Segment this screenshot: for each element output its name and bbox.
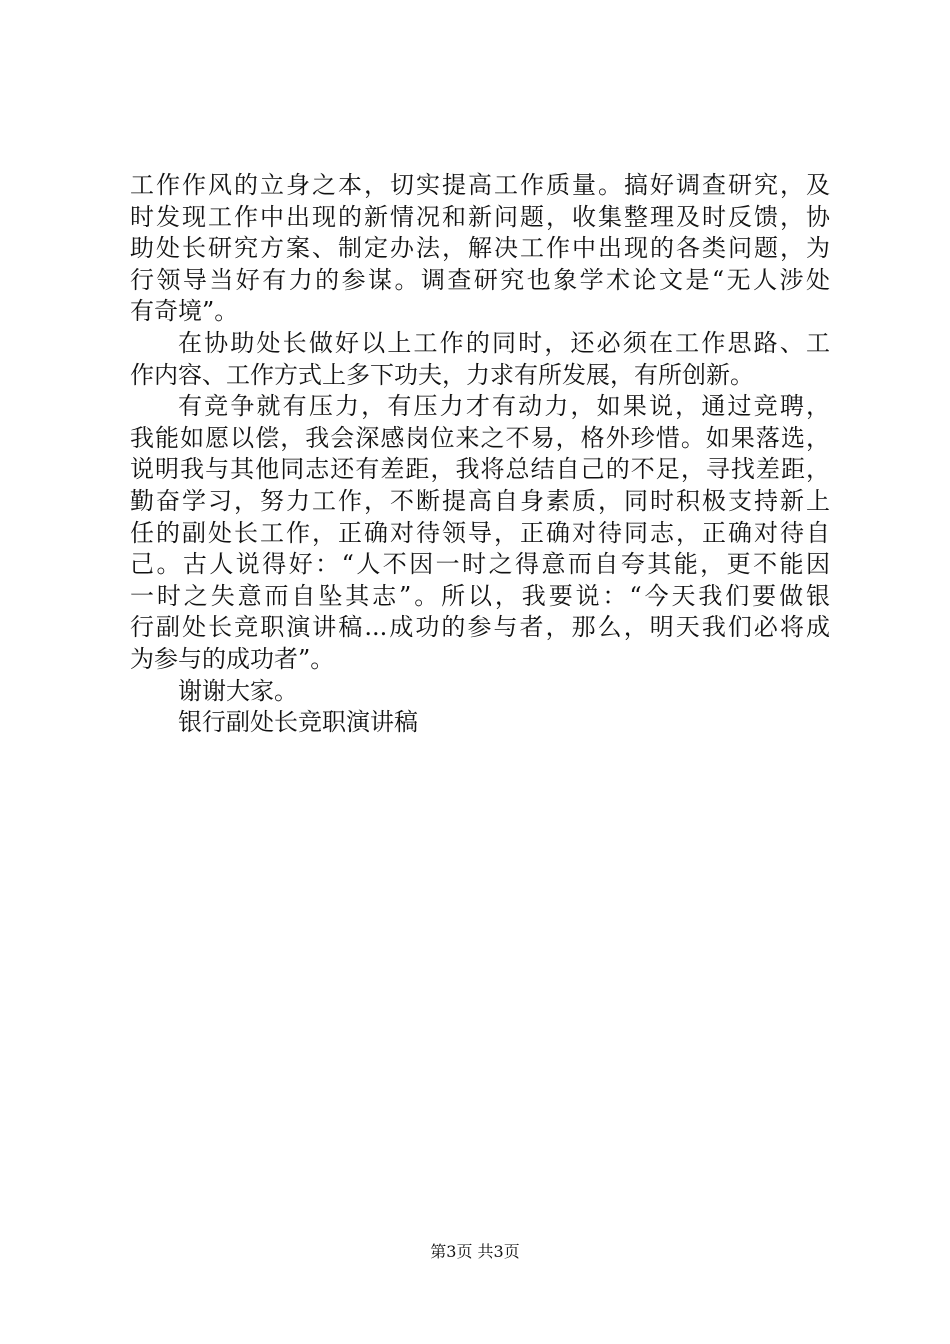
text-line: 作内容、工作方式上多下功夫，力求有所发展，有所创新。 <box>130 360 754 389</box>
paragraph-first-line: 有竞争就有压力，有压力才有动力，如果说，通过竞聘， <box>178 392 830 421</box>
text-line: 任的副处长工作，正确对待领导，正确对待同志，正确对待自 <box>130 518 830 547</box>
text-line: 行副处长竞职演讲稿...成功的参与者，那么，明天我们必将成 <box>130 613 830 642</box>
document-title-line: 银行副处长竞职演讲稿 <box>178 708 418 737</box>
text-line: 有奇境”。 <box>130 297 239 326</box>
text-line: 勤奋学习，努力工作，不断提高自身素质，同时积极支持新上 <box>130 486 830 515</box>
text-line: 为参与的成功者”。 <box>130 644 335 673</box>
text-line: 助处长研究方案、制定办法，解决工作中出现的各类问题，为 <box>130 234 830 263</box>
document-body <box>130 170 830 739</box>
text-line: 己。古人说得好：“人不因一时之得意而自夸其能，更不能因 <box>130 550 830 579</box>
text-line: 时发现工作中出现的新情况和新问题，收集整理及时反馈，协 <box>130 202 830 231</box>
paragraph-first-line: 在协助处长做好以上工作的同时，还必须在工作思路、工 <box>178 328 830 357</box>
text-line: 说明我与其他同志还有差距，我将总结自己的不足，寻找差距， <box>130 455 830 484</box>
text-line: 一时之失意而自坠其志”。所以，我要说：“今天我们要做银 <box>130 581 830 610</box>
page-number-footer: 第3页 共3页 <box>430 1242 520 1261</box>
closing-line: 谢谢大家。 <box>178 676 298 705</box>
text-line: 行领导当好有力的参谋。调查研究也象学术论文是“无人涉处 <box>130 265 830 294</box>
text-line: 工作作风的立身之本，切实提高工作质量。搞好调查研究，及 <box>130 171 830 199</box>
text-line: 我能如愿以偿，我会深感岗位来之不易，格外珍惜。如果落选， <box>130 423 830 452</box>
